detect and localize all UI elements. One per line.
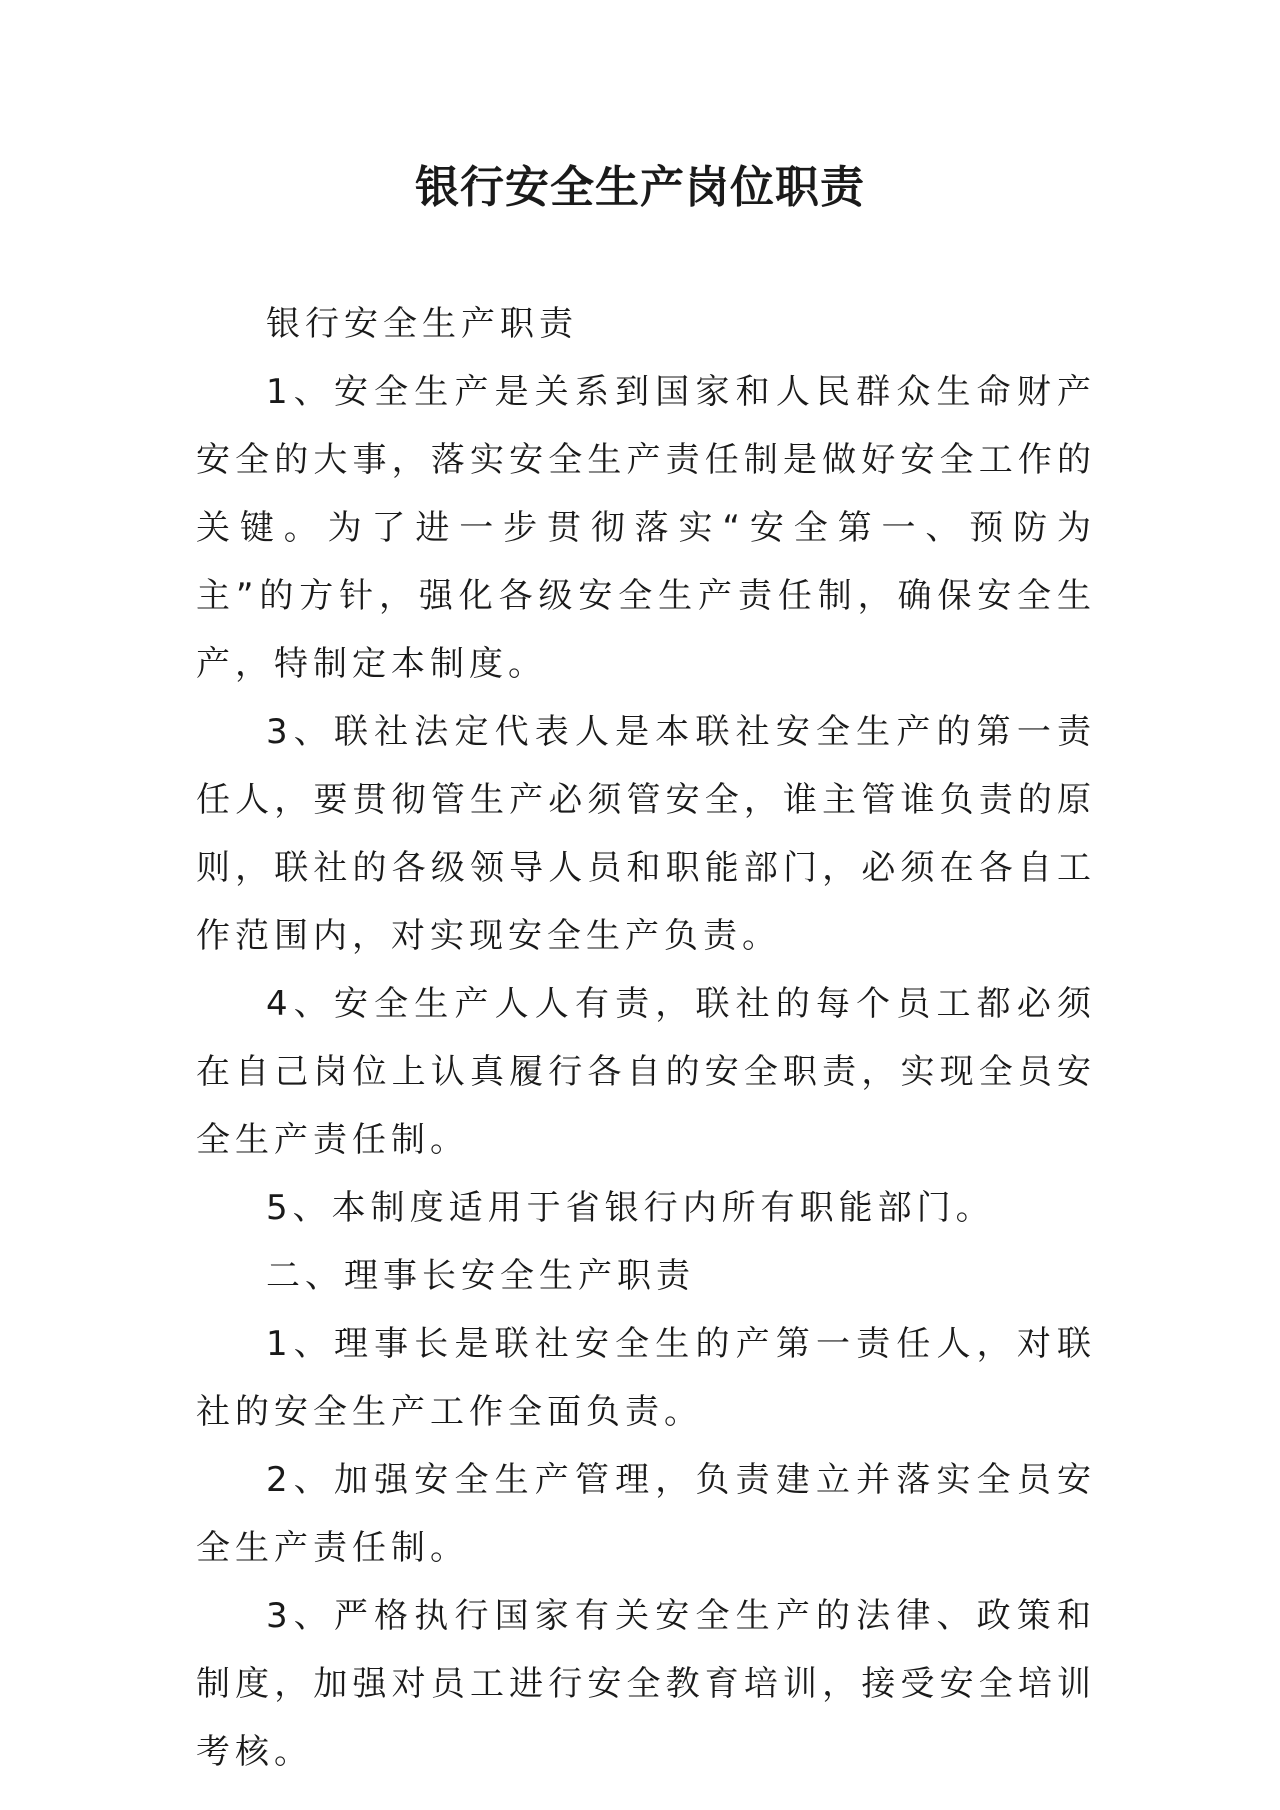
document-title: 银行安全生产岗位职责 — [415, 162, 865, 213]
section-heading: 二、理事长安全生产职责 — [266, 1256, 695, 1296]
paragraph: 1、理事长是联社安全生的产第一责任人，对联社的安全生产工作全面负责。 — [196, 1324, 1096, 1432]
paragraph: 3、严格执行国家有关安全生产的法律、政策和制度，加强对员工进行安全教育培训，接受安全培训考核。 — [196, 1596, 1096, 1772]
section-heading: 银行安全生产职责 — [266, 304, 578, 344]
paragraph: 1、安全生产是关系到国家和人民群众生命财产安全的大事，落实安全生产责任制是做好安全工作的关键。为了进一步贯彻落实“安全第一、预防为主”的方针，强化各级安全生产责任制，确保安全生产，特制定本制度。 — [196, 372, 1096, 684]
paragraph: 5、本制度适用于省银行内所有职能部门。 — [266, 1188, 995, 1228]
paragraph: 3、联社法定代表人是本联社安全生产的第一责任人，要贯彻管生产必须管安全，谁主管谁负责的原则，联社的各级领导人员和职能部门，必须在各自工作范围内，对实现安全生产负责。 — [196, 712, 1096, 956]
paragraph: 2、加强安全生产管理，负责建立并落实全员安全生产责任制。 — [196, 1460, 1096, 1568]
paragraph: 4、安全生产人人有责，联社的每个员工都必须在自己岗位上认真履行各自的安全职责，实现全员安全生产责任制。 — [196, 984, 1096, 1160]
document-body — [196, 290, 1096, 1786]
